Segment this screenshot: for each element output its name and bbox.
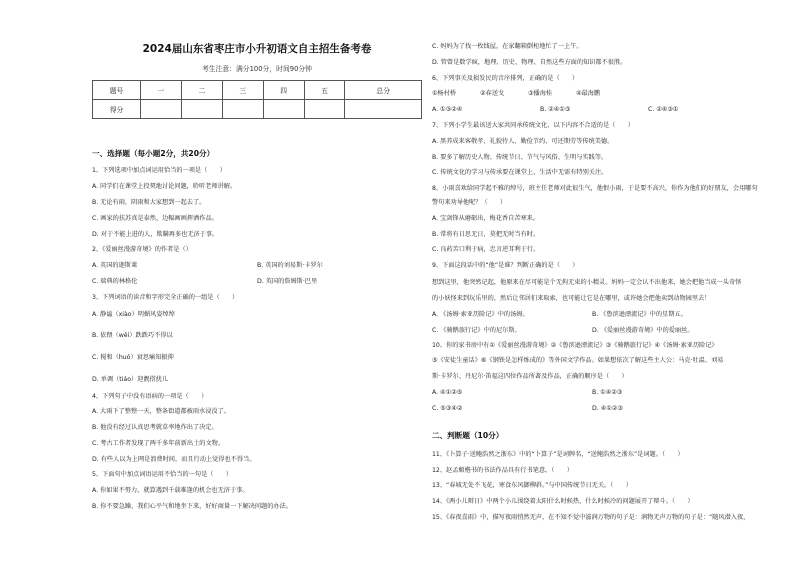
question-10-continued-2: 斯·卡罗尔、丹尼尔·笛福这四位作品所著及作品，正确的顺序是（ ） [432,373,628,380]
question-7: 7、下列小学生最该送大家共同承传统文化，以下内容不合适的是（ ） [432,122,634,129]
question-1-option-c[interactable]: C. 画家的扶苏真是泰然，边幅画画挥洒作品。 [92,215,218,222]
question-8: 8、小雨喜欢给同学起不雅的绰号，班主任老师对此很生气，他恨小雨，于是要不高兴，你作为他们的好朋友，会用哪句 [432,185,758,192]
question-4: 4、下列句子中没有语病的一项是（ ） [92,393,208,400]
section-judgement-heading: 二、判断题（10分） [432,431,504,440]
exam-title: 2024届山东省枣庄市小升初语文自主招生备考卷 [142,43,372,55]
score-table [92,80,422,119]
exam-notice: 考生注意：满分100分，时间90分钟 [202,65,312,73]
question-3-option-b[interactable]: B. 依偎（wēi）跌跌巧不得以 [92,332,173,339]
score-input-cell[interactable] [263,100,304,119]
question-5-option-c[interactable]: C. 妈妈为了找一枚线屋，在家翻箱倒柜地忙了一上午。 [432,43,583,50]
question-3-option-d[interactable]: D. 单调（tiáo）迎靓搭扰儿 [92,376,169,383]
question-4-option-b[interactable]: B. 他没有经过认真思考就草率地作出了决定。 [92,424,218,431]
score-table-score-row [93,100,422,119]
score-input-cell[interactable] [141,100,182,119]
question-9-option-a[interactable]: A. 《汤姆·索亚历险记》中的汤姆。 [432,311,529,318]
question-6-item-2: ②春送戈 [480,90,505,97]
question-6-item-1: ①杨村桥 [432,90,457,97]
question-5-option-a[interactable]: A. 你如果不努力，就算遇到千载难逢的机会也无济于事。 [92,487,249,494]
question-8-continued: 警句来劝导他呢？（ ） [432,199,507,206]
question-6-option-c[interactable]: C. ②④③① [648,106,679,113]
score-header-cell: 三 [222,81,263,100]
score-input-cell[interactable] [304,100,345,119]
score-header-cell: 总分 [345,81,422,100]
score-input-cell[interactable] [181,100,222,119]
score-input-cell[interactable] [345,100,422,119]
question-14[interactable]: 14、《两小儿辩日》中两个小儿围绕着太阳什么时候热，什么时候冷的问题展开了辩斗。（ ） [432,498,694,505]
question-3-option-a[interactable]: A. 静谧（xiào）明媚风姿绰绰 [92,311,175,318]
question-5-option-b[interactable]: B. 你不要急躁，我们心平气和地坐下来，好好商量一下解决问题的办法。 [92,503,292,510]
question-2-option-c[interactable]: C. 瑞典的林格伦 [92,278,138,285]
question-1-option-b[interactable]: B. 无论有雨，阴雨和大家想到一起去了。 [92,199,206,206]
score-header-cell: 一 [141,81,182,100]
question-6: 6、下列事关及损发民的音序排列，正确的是（ ） [432,75,579,82]
question-1-option-a[interactable]: A. 同学们在课堂上投契地讨论问题，聆听老师讲解。 [92,183,237,190]
question-1: 1、下列选项中加点词运用恰当的一项是（ ） [92,167,226,174]
score-table-header-row [93,81,422,100]
question-5: 5、下面句中加点词语运用不恰当的一句是（ ） [92,471,233,478]
score-input-cell[interactable] [222,100,263,119]
question-6-item-4: ④最海鹏 [576,90,601,97]
question-12[interactable]: 12、赵孟頫楷书的书法作品具有行书笔意。（ ） [432,467,573,474]
question-6-option-a[interactable]: A. ①③②④ [432,106,463,113]
question-4-option-a[interactable]: A. 大雨下了整整一天，整条街道都被雨水浸没了。 [92,408,230,415]
question-7-option-c[interactable]: C. 传统文化的学习与传承要在课堂上，生活中无需有特别关注。 [432,169,608,176]
section-choice-heading: 一、选择题（每小题2分，共20分） [92,149,215,158]
question-2: 2、《爱丽丝漫游奇境》的作者是（） [92,246,192,253]
question-8-option-a[interactable]: A. 宝剑锋从磨砺出，梅花香自苦寒来。 [432,215,540,222]
question-5-option-d[interactable]: D. 管曾是数学疯，地理、历史、物理、自然这些方面的知识都不很胜。 [432,59,627,66]
question-13[interactable]: 13、“春城无处不飞花，寒食东风御柳斜。”与中国传统节日无关。（ ） [432,482,632,489]
question-3-option-c[interactable]: C. 搅和（huó）衰思痛知振抑 [92,354,174,361]
question-10-option-a[interactable]: A. ④①②⑤ [432,389,463,396]
question-9: 9、下面这段话中的“他”是谁？判断正确的是（ ） [432,262,579,269]
question-9-option-b[interactable]: B. 《鲁滨逊漂流记》中的星期五。 [592,311,687,318]
question-10-option-d[interactable]: D. ④①②③ [592,405,623,412]
question-9-passage-line-1: 想到这里，他突然记起，他原来在尽可能是个无拘无束的小精灵。妈妈一定会认不出他来，她会把他当成一头奇怪 [432,279,742,286]
question-2-option-b[interactable]: B. 英国的刘易斯·卡罗尔 [257,262,323,269]
question-10-continued-1: ⑤《安徒生童话》⑥《钢铁是怎样炼成的》等外国文学作品。如果想依次了解这些主人公：马克·吐温、刘易 [432,357,724,364]
question-7-option-b[interactable]: B. 要多了解历史人物、传统节日、节气与风俗、生明与实践等。 [432,154,608,161]
score-header-cell: 题号 [93,81,141,100]
question-6-option-b[interactable]: B. ②④①③ [540,106,571,113]
question-10: 10、你的家书房中有①《爱丽丝漫游奇境》②《鲁滨逊漂流记》③《骑鹅旅行记》④《汤姆·索亚历险记》 [432,342,718,349]
question-9-option-c[interactable]: C. 《骑鹅旅行记》中的尼尔斯。 [432,327,521,334]
question-1-option-d[interactable]: D. 对于不能上进的人，欺瞒再多也无济于事。 [92,231,219,238]
question-9-passage-line-2: 的小妖怪来到玩乐里的，然后让邻居们来取索，也可能让它是在哪里，或许她会把他卖到动物园里去！ [432,295,711,302]
question-8-option-b[interactable]: B. 常将有日思无日，莫把无时当有时。 [432,231,540,238]
question-4-option-d[interactable]: D. 有些人以为上网是浪费时间，而且行动上觉得也不得当。 [92,456,256,463]
score-row-label: 得分 [93,100,141,119]
question-15[interactable]: 15、《春夜喜雨》中，描写夜雨悄然无声，在不知不觉中滋润万物的句子是：润物无声万物的句子是：“随风潜入夜， [432,514,750,521]
score-header-cell: 五 [304,81,345,100]
question-7-option-a[interactable]: A. 黑养成来客敬孝、礼貌待人、勤俭节约、可还期劳等传统美德。 [432,138,614,145]
score-header-cell: 四 [263,81,304,100]
question-4-option-c[interactable]: C. 考古工作者发现了两千多年前新出土的文物。 [92,440,225,447]
question-10-option-b[interactable]: B. ①④②③ [592,389,623,396]
score-header-cell: 二 [181,81,222,100]
question-2-option-d[interactable]: D. 英国的詹姆斯·巴里 [257,278,318,285]
question-9-option-d[interactable]: D. 《爱丽丝漫游奇境》中的爱丽丝。 [592,327,694,334]
question-2-option-a[interactable]: A. 英国的迦斯莱 [92,262,138,269]
question-3: 3、下列词语的读音和字形完全正确的一组是（ ） [92,294,239,301]
question-6-item-3: ③播海桂 [528,90,553,97]
question-8-option-c[interactable]: C. 良药苦口利于病，忠言逆耳利于行。 [432,246,540,253]
question-11[interactable]: 11、《卜算子·送鲍浩然之浙东》中的“卜算子”是词牌名，“送鲍浩然之浙东”是词题。（ ） [432,451,684,458]
question-10-option-c[interactable]: C. ⑤③④② [432,405,463,412]
